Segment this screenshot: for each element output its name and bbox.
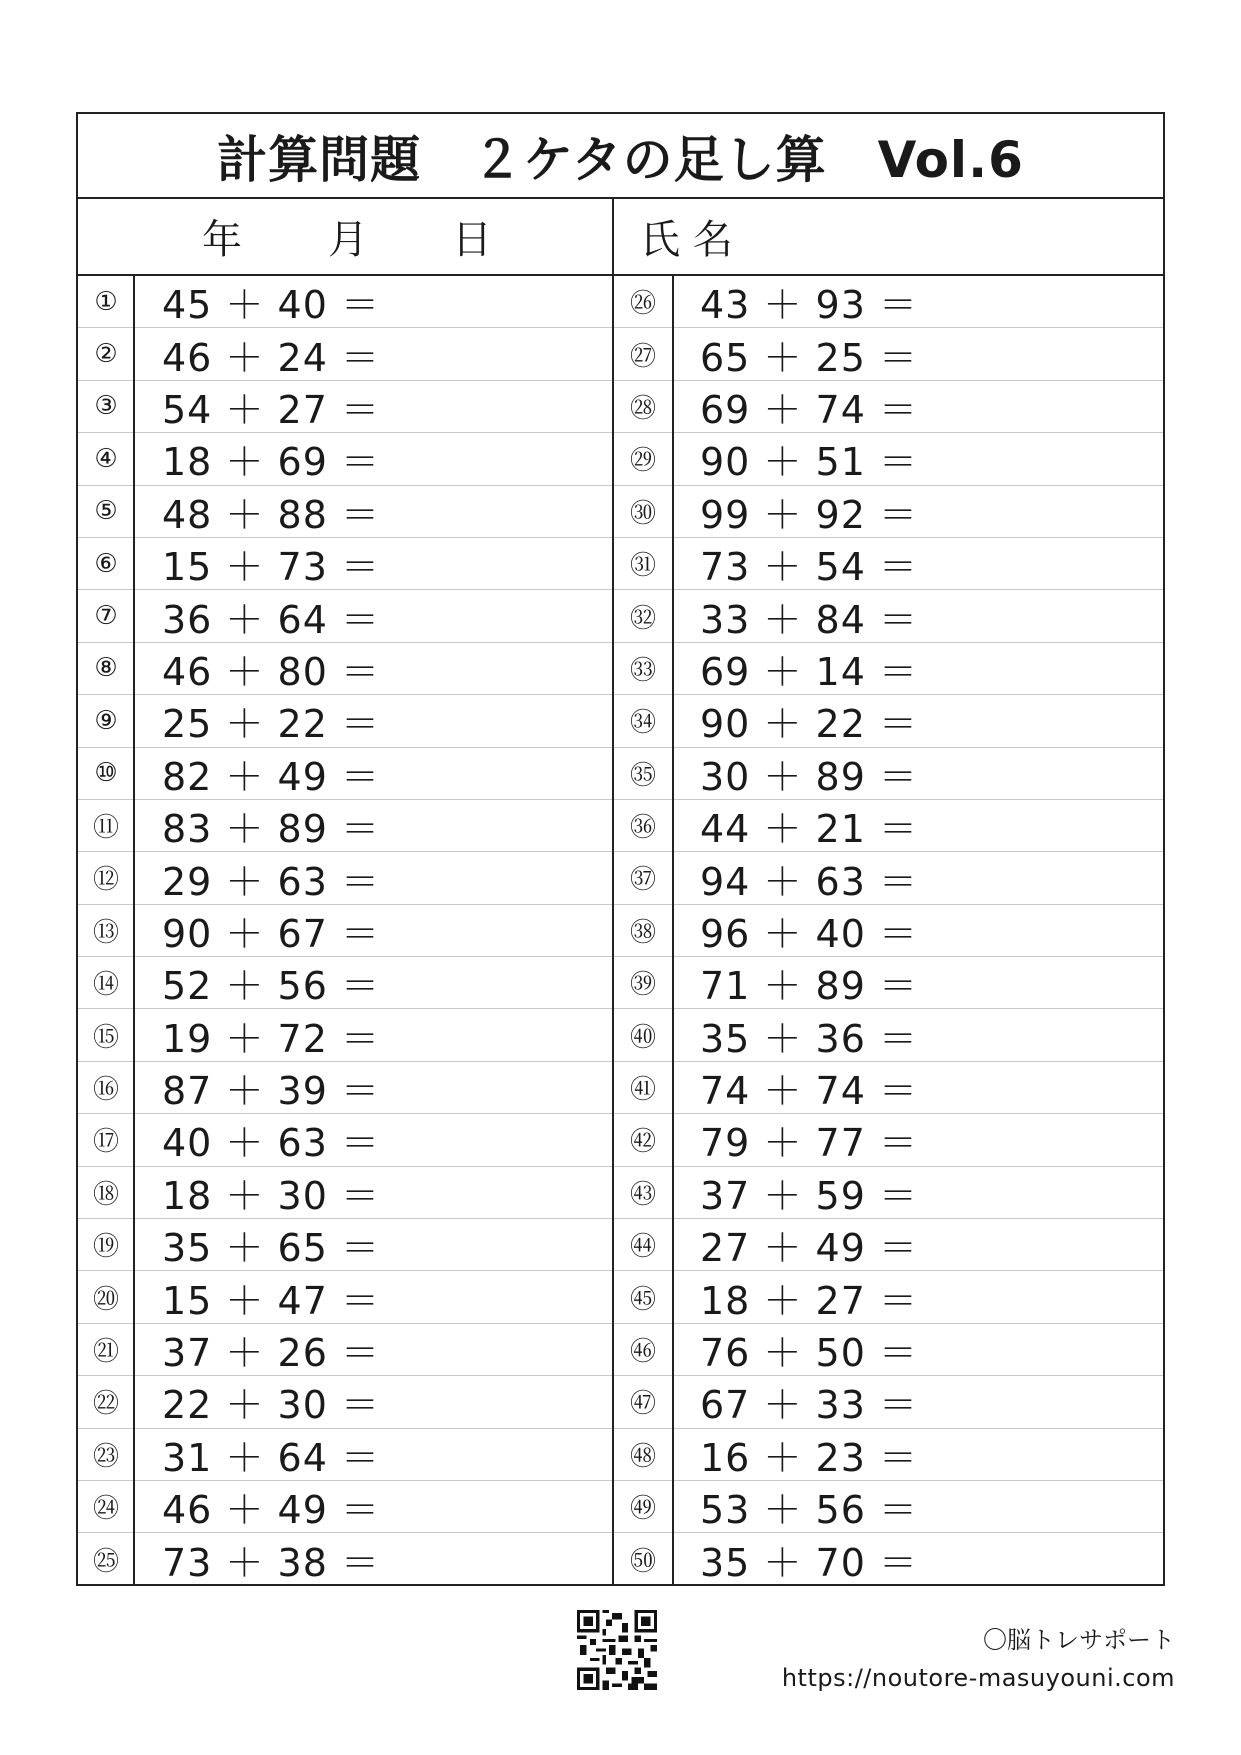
problem-expression: 53 ＋ 56 ＝ (700, 1488, 918, 1533)
problem-number: ㊱ (629, 813, 656, 844)
worksheet-title: 計算問題 ２ケタの足し算 Vol.6 (78, 114, 1163, 199)
problem-number: ⑪ (92, 813, 119, 844)
problem-number: ㊾ (629, 1494, 656, 1525)
problem-row (78, 433, 612, 485)
problem-expression: 18 ＋ 27 ＝ (700, 1278, 918, 1323)
problem-expression: 48 ＋ 88 ＝ (162, 492, 380, 537)
problem-number: ㊸ (629, 1179, 656, 1210)
problem-expression: 46 ＋ 80 ＝ (162, 649, 380, 694)
problem-expression: 83 ＋ 89 ＝ (162, 807, 380, 852)
problem-expression: 37 ＋ 26 ＝ (162, 1331, 380, 1376)
problem-row (614, 1009, 1163, 1061)
problem-number: ⑥ (94, 548, 118, 579)
problem-number: ㉒ (92, 1389, 119, 1420)
problem-number: ㉙ (629, 446, 656, 477)
problem-number: ㊷ (629, 1127, 656, 1158)
problem-number: ㉚ (629, 498, 656, 529)
problem-row (78, 276, 612, 328)
problem-row (78, 590, 612, 642)
problem-expression: 73 ＋ 54 ＝ (700, 545, 918, 590)
problem-expression: 40 ＋ 63 ＝ (162, 1121, 380, 1166)
problem-expression: 44 ＋ 21 ＝ (700, 807, 918, 852)
problem-row (78, 328, 612, 380)
problem-number: ㉔ (92, 1494, 119, 1525)
month-label: 月 (328, 217, 368, 263)
name-label: 氏 名 (640, 217, 733, 263)
qr-code-icon (577, 1610, 657, 1690)
problem-number: ⑫ (92, 865, 119, 896)
problem-expression: 43 ＋ 93 ＝ (700, 283, 918, 328)
problem-row (614, 905, 1163, 957)
problem-expression: 79 ＋ 77 ＝ (700, 1121, 918, 1166)
problem-number: ⑦ (94, 601, 118, 632)
problem-row (78, 1533, 612, 1585)
problem-row (614, 1429, 1163, 1481)
problem-row (78, 1376, 612, 1428)
problem-expression: 18 ＋ 69 ＝ (162, 440, 380, 485)
problem-expression: 35 ＋ 36 ＝ (700, 1016, 918, 1061)
problems-right-column (614, 276, 1163, 1586)
problem-number: ㉜ (629, 603, 656, 634)
problem-number: ㉟ (629, 760, 656, 791)
problem-row (614, 590, 1163, 642)
problem-expression: 15 ＋ 73 ＝ (162, 545, 380, 590)
problem-row (78, 1324, 612, 1376)
problem-number: ⑩ (94, 758, 118, 789)
problem-row (78, 800, 612, 852)
problem-expression: 90 ＋ 51 ＝ (700, 440, 918, 485)
problem-number: ㊼ (629, 1389, 656, 1420)
problem-expression: 94 ＋ 63 ＝ (700, 859, 918, 904)
problem-row (614, 433, 1163, 485)
problem-row (78, 1167, 612, 1219)
problem-expression: 69 ＋ 14 ＝ (700, 649, 918, 694)
problem-number: ⑭ (92, 970, 119, 1001)
problem-number: ㊹ (629, 1232, 656, 1263)
problem-expression: 30 ＋ 89 ＝ (700, 754, 918, 799)
problem-number: ㊳ (629, 917, 656, 948)
problem-number: ⑰ (92, 1127, 119, 1158)
problem-row (614, 643, 1163, 695)
problem-number: ⑱ (92, 1179, 119, 1210)
problem-number: ㊿ (629, 1547, 656, 1578)
problem-number: ③ (94, 391, 118, 422)
problem-expression: 18 ＋ 30 ＝ (162, 1173, 380, 1218)
problem-row (78, 538, 612, 590)
problem-number: ⑤ (94, 496, 118, 527)
name-field (614, 199, 1163, 274)
problem-expression: 52 ＋ 56 ＝ (162, 964, 380, 1009)
problem-row (614, 538, 1163, 590)
problem-row (614, 1271, 1163, 1323)
problem-expression: 46 ＋ 49 ＝ (162, 1488, 380, 1533)
year-label: 年 (202, 217, 242, 263)
problem-expression: 74 ＋ 74 ＝ (700, 1069, 918, 1114)
worksheet (76, 112, 1165, 1586)
problem-expression: 16 ＋ 23 ＝ (700, 1435, 918, 1480)
problem-number: ④ (94, 443, 118, 474)
problem-row (78, 1219, 612, 1271)
problem-row (78, 852, 612, 904)
problem-number: ⑳ (92, 1284, 119, 1315)
problem-row (614, 1219, 1163, 1271)
problem-number: ㊵ (629, 1022, 656, 1053)
problem-number: ㉞ (629, 708, 656, 739)
problem-number: ㊽ (629, 1441, 656, 1472)
problem-expression: 31 ＋ 64 ＝ (162, 1435, 380, 1480)
header-row (78, 199, 1163, 276)
problem-number: ⑯ (92, 1075, 119, 1106)
problem-row (78, 1114, 612, 1166)
problem-number: ② (94, 339, 118, 370)
problem-expression: 36 ＋ 64 ＝ (162, 597, 380, 642)
problem-expression: 45 ＋ 40 ＝ (162, 283, 380, 328)
problem-row (614, 1481, 1163, 1533)
problem-row (78, 957, 612, 1009)
problem-number: ⑧ (94, 653, 118, 684)
problem-number: ㉛ (629, 551, 656, 582)
problem-row (614, 748, 1163, 800)
problem-row (78, 695, 612, 747)
problem-expression: 90 ＋ 22 ＝ (700, 702, 918, 747)
problem-number: ⑬ (92, 917, 119, 948)
problem-row (78, 905, 612, 957)
problem-number: ⑨ (94, 705, 118, 736)
problem-row (78, 748, 612, 800)
problem-expression: 90 ＋ 67 ＝ (162, 911, 380, 956)
problem-number: ① (94, 286, 118, 317)
problem-row (614, 1114, 1163, 1166)
problem-number: ⑮ (92, 1022, 119, 1053)
problem-number: ㉘ (629, 393, 656, 424)
problem-number: ㊺ (629, 1284, 656, 1315)
problem-row (614, 957, 1163, 1009)
problem-row (614, 1376, 1163, 1428)
problem-expression: 87 ＋ 39 ＝ (162, 1069, 380, 1114)
problem-expression: 37 ＋ 59 ＝ (700, 1173, 918, 1218)
problem-expression: 82 ＋ 49 ＝ (162, 754, 380, 799)
problem-number: ㊻ (629, 1337, 656, 1367)
problem-number: ㊶ (629, 1075, 656, 1106)
brand-label: 〇脳トレサポート (983, 1626, 1175, 1654)
problem-number: ㉓ (92, 1441, 119, 1472)
problem-number: ㉗ (629, 341, 656, 372)
problem-expression: 69 ＋ 74 ＝ (700, 387, 918, 432)
problem-row (78, 1271, 612, 1323)
date-field (78, 199, 614, 274)
site-url: https://noutore-masuyouni.com (781, 1664, 1175, 1692)
problem-expression: 54 ＋ 27 ＝ (162, 387, 380, 432)
problem-expression: 96 ＋ 40 ＝ (700, 911, 918, 956)
problem-expression: 67 ＋ 33 ＝ (700, 1383, 918, 1428)
problem-expression: 25 ＋ 22 ＝ (162, 702, 380, 747)
problem-expression: 22 ＋ 30 ＝ (162, 1383, 380, 1428)
problem-row (78, 1009, 612, 1061)
problem-number: ㉝ (629, 655, 656, 686)
problem-row (78, 1481, 612, 1533)
problem-row (614, 486, 1163, 538)
day-label: 日 (452, 217, 492, 263)
problem-row (614, 695, 1163, 747)
problem-number: ㊲ (629, 865, 656, 896)
problem-number: ㉕ (92, 1547, 119, 1578)
problem-number: ㊴ (629, 970, 656, 1001)
problem-number: ⑲ (92, 1232, 119, 1263)
problem-row (78, 643, 612, 695)
problem-expression: 27 ＋ 49 ＝ (700, 1226, 918, 1271)
problem-row (614, 1533, 1163, 1585)
problem-row (614, 381, 1163, 433)
problem-expression: 73 ＋ 38 ＝ (162, 1541, 380, 1586)
problem-row (78, 1429, 612, 1481)
problem-row (78, 381, 612, 433)
problem-number: ㉑ (92, 1337, 119, 1367)
problem-row (614, 276, 1163, 328)
problem-expression: 99 ＋ 92 ＝ (700, 492, 918, 537)
problem-row (614, 1167, 1163, 1219)
problem-expression: 19 ＋ 72 ＝ (162, 1016, 380, 1061)
problem-number: ㉖ (629, 289, 656, 320)
problem-row (78, 1062, 612, 1114)
problem-row (614, 328, 1163, 380)
problem-expression: 15 ＋ 47 ＝ (162, 1278, 380, 1323)
problem-row (78, 486, 612, 538)
problem-expression: 35 ＋ 70 ＝ (700, 1541, 918, 1586)
problem-expression: 46 ＋ 24 ＝ (162, 335, 380, 380)
problems-left-column (78, 276, 614, 1586)
problems-area (78, 276, 1163, 1586)
problem-row (614, 800, 1163, 852)
problem-expression: 65 ＋ 25 ＝ (700, 335, 918, 380)
problem-expression: 76 ＋ 50 ＝ (700, 1331, 918, 1376)
problem-expression: 29 ＋ 63 ＝ (162, 859, 380, 904)
problem-row (614, 852, 1163, 904)
problem-row (614, 1062, 1163, 1114)
problem-expression: 35 ＋ 65 ＝ (162, 1226, 380, 1271)
problem-expression: 33 ＋ 84 ＝ (700, 597, 918, 642)
problem-row (614, 1324, 1163, 1376)
problem-expression: 71 ＋ 89 ＝ (700, 964, 918, 1009)
